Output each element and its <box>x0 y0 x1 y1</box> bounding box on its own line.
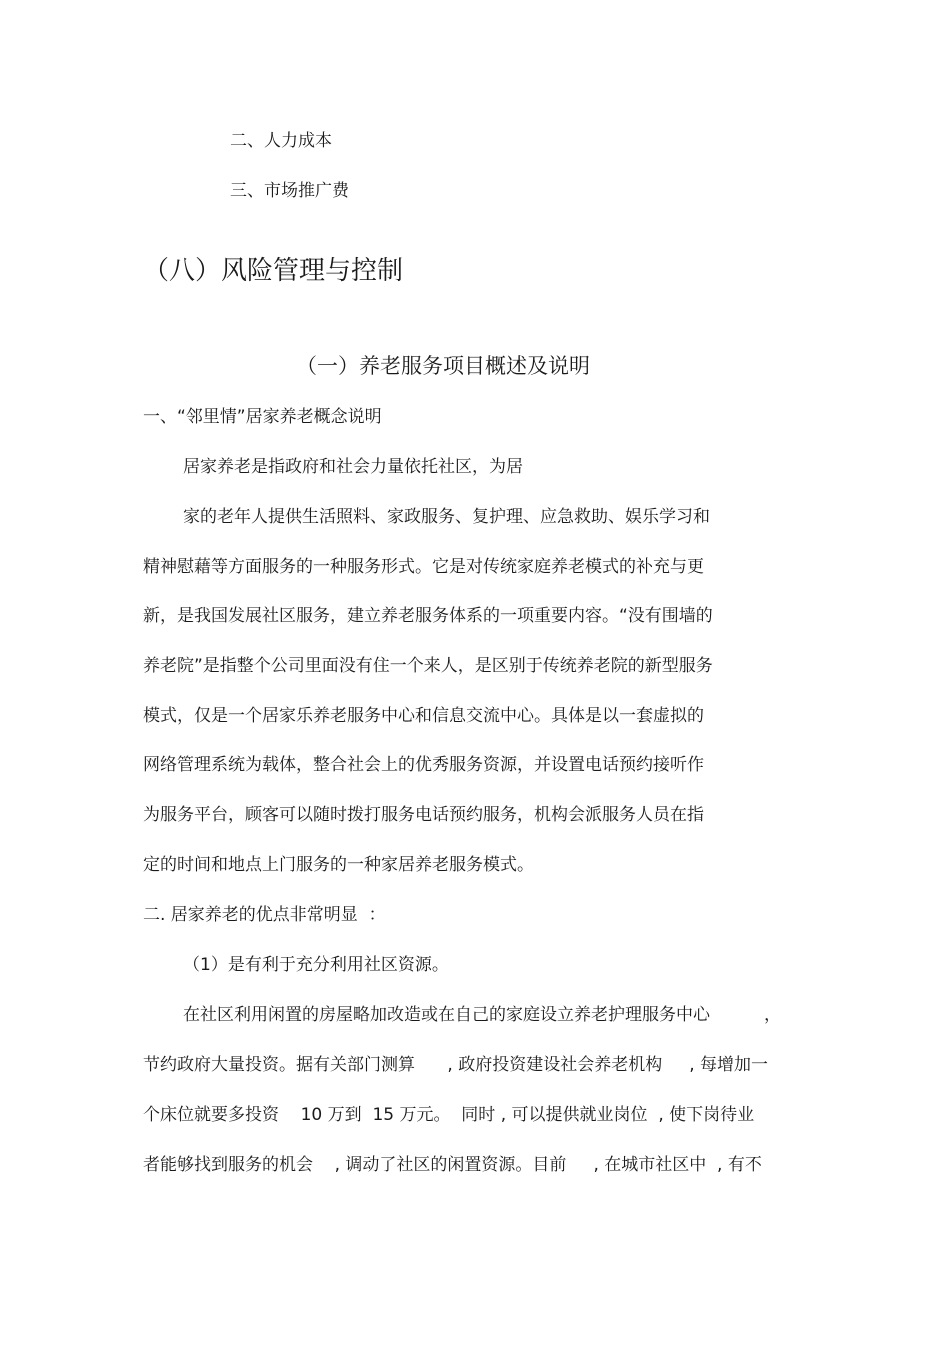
list-item-marketing-cost: 三、市场推广费 <box>230 181 349 201</box>
paragraph-line: 定的时间和地点上门服务的一种家居养老服务模式。 <box>143 855 534 875</box>
subsection-heading: （一）养老服务项目概述及说明 <box>296 354 590 378</box>
list-item-human-cost: 二、人力成本 <box>230 131 332 151</box>
paragraph-line: 家的老年人提供生活照料、家政服务、复护理、应急救助、娱乐学习和 <box>183 507 710 527</box>
paragraph-line: 节约政府大量投资。据有关部门测算 , 政府投资建设社会养老机构 , 每增加一 <box>143 1055 769 1075</box>
heading-concept: 一、“邻里情”居家养老概念说明 <box>143 407 382 427</box>
point-1: （1）是有利于充分利用社区资源。 <box>183 955 449 975</box>
paragraph-line: 新，是我国发展社区服务，建立养老服务体系的一项重要内容。“没有围墙的 <box>143 606 713 626</box>
paragraph-line: 养老院”是指整个公司里面没有住一个来人，是区别于传统养老院的新型服务 <box>143 656 713 676</box>
section-heading: （八）风险管理与控制 <box>143 256 404 286</box>
paragraph-line: 居家养老是指政府和社会力量依托社区，为居 <box>183 457 523 477</box>
paragraph-line: 在社区利用闲置的房屋略加改造或在自己的家庭设立养老护理服务中心 ， <box>183 1005 782 1025</box>
paragraph-line: 个床位就要多投资 10 万到 15 万元。 同时 , 可以提供就业岗位 , 使下岗待业 <box>143 1105 755 1125</box>
paragraph-line: 模式，仅是一个居家乐养老服务中心和信息交流中心。具体是以一套虚拟的 <box>143 706 704 726</box>
paragraph-line: 精神慰藉等方面服务的一种服务形式。它是对传统家庭养老模式的补充与更 <box>143 557 704 577</box>
paragraph-line: 者能够找到服务的机会 , 调动了社区的闲置资源。目前 , 在城市社区中 , 有不 <box>143 1155 762 1175</box>
paragraph-line: 为服务平台，顾客可以随时拨打服务电话预约服务，机构会派服务人员在指 <box>143 805 704 825</box>
heading-advantages: 二. 居家养老的优点非常明显 ： <box>143 905 386 925</box>
paragraph-line: 网络管理系统为载体，整合社会上的优秀服务资源，并设置电话预约接听作 <box>143 755 704 775</box>
